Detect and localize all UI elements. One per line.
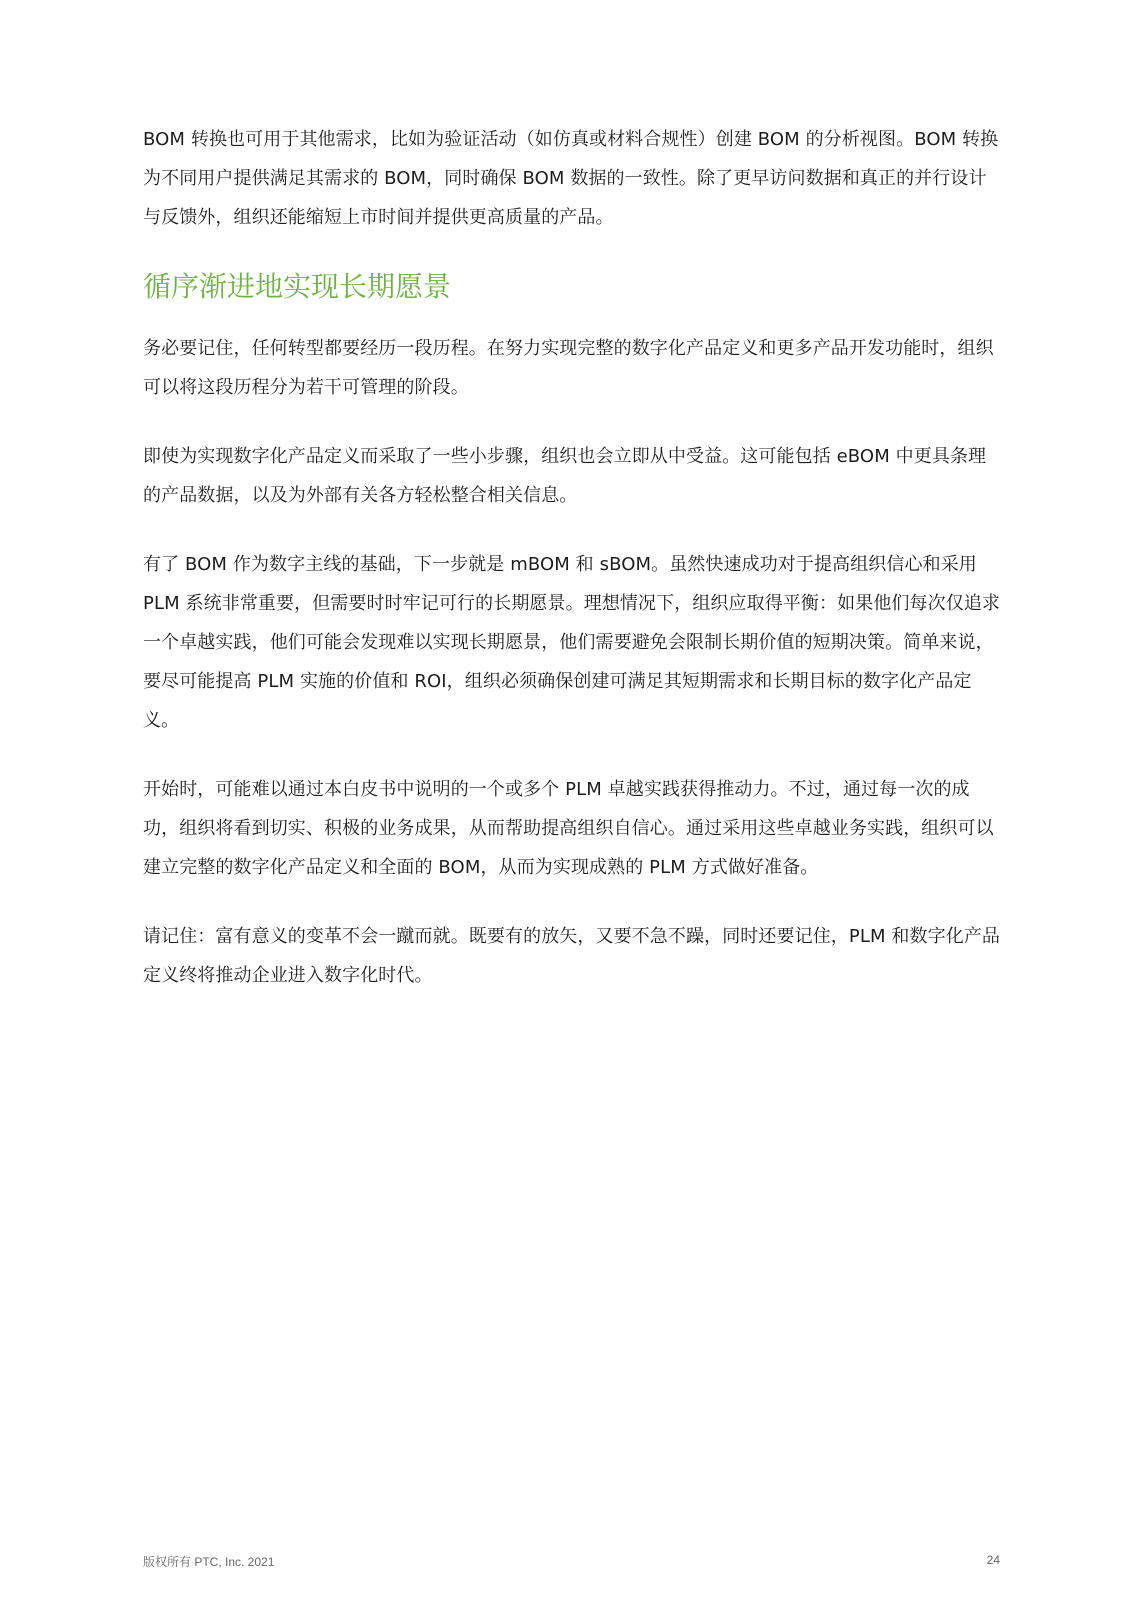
section-heading: 循序渐进地实现长期愿景 xyxy=(143,270,452,303)
body-paragraph-5: 请记住：富有意义的变革不会一蹴而就。既要有的放矢，又要不急不躁，同时还要记住，PLM 和数字化产品定义终将推动企业进入数字化时代。 xyxy=(143,926,1001,986)
footer-page-number: 24 xyxy=(986,1553,1000,1567)
body-paragraph-3: 有了 BOM 作为数字主线的基础，下一步就是 mBOM 和 sBOM。虽然快速成功对于提高组织信心和采用 PLM 系统非常重要，但需要时时牢记可行的长期愿景。理想情况下，组织应取得平衡：如果他们每次仅追求一个卓越实践，他们可能会发现难以实现长期愿景，他们需要避免会限制长期价值的短期决策。简单来说，要尽可能提高 PLM 实施的价值和 ROI，组织必须确保创建可满足其短期需求和长期目标的数字化产品定义。 xyxy=(143,554,1001,731)
intro-paragraph: BOM 转换也可用于其他需求，比如为验证活动（如仿真或材料合规性）创建 BOM 的分析视图。BOM 转换为不同用户提供满足其需求的 BOM，同时确保 BOM 数据的一致性。除了更早访问数据和真正的并行设计与反馈外，组织还能缩短上市时间并提供更高质量的产品。 xyxy=(143,129,999,228)
body-paragraph-2: 即使为实现数字化产品定义而采取了一些小步骤，组织也会立即从中受益。这可能包括 eBOM 中更具条理的产品数据，以及为外部有关各方轻松整合相关信息。 xyxy=(143,446,987,506)
body-paragraph-1: 务必要记住，任何转型都要经历一段历程。在努力实现完整的数字化产品定义和更多产品开发功能时，组织可以将这段历程分为若干可管理的阶段。 xyxy=(143,338,994,398)
footer-copyright: 版权所有 PTC, Inc. 2021 xyxy=(143,1555,275,1569)
body-paragraph-4: 开始时，可能难以通过本白皮书中说明的一个或多个 PLM 卓越实践获得推动力。不过，通过每一次的成功，组织将看到切实、积极的业务成果，从而帮助提高组织自信心。通过采用这些卓越业务实践，组织可以建立完整的数字化产品定义和全面的 BOM，从而为实现成熟的 PLM 方式做好准备。 xyxy=(143,779,994,878)
page-content xyxy=(143,120,1003,995)
